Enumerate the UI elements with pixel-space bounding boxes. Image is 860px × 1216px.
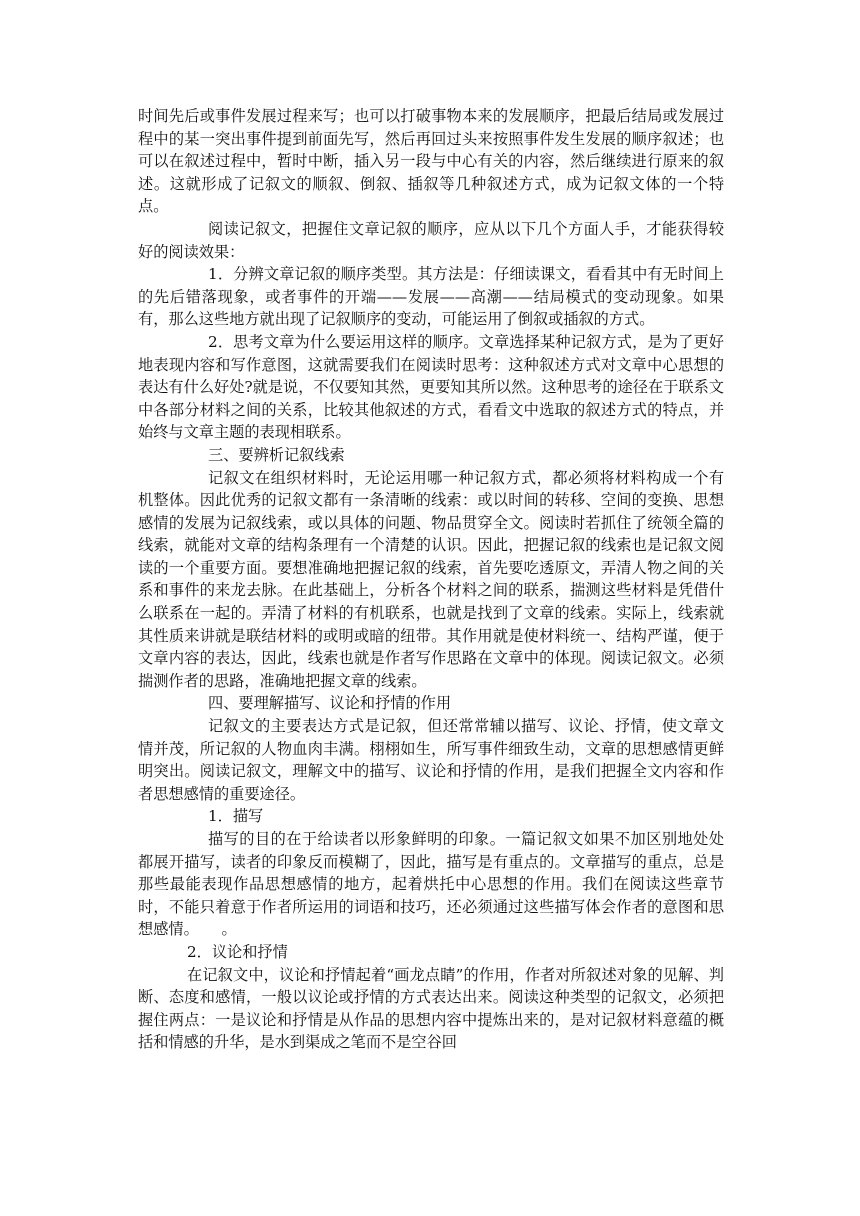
paragraph-discussion-lyric-body: 在记叙文中，议论和抒情起着“画龙点睛”的作用，作者对所叙述对象的见解、判断、态度和感情，一般以议论或抒情的方式表达出来。阅读这种类型的记叙文，必须把握住两点：一是议论和抒情是从作品的思想内容中提炼出来的，是对记叙材料意蕴的概括和情感的升华，是水到渠成之笔而不是空谷回	[138, 965, 724, 1052]
paragraph-description-body: 描写的目的在于给读者以形象鲜明的印象。一篇记叙文如果不加区别地处处都展开描写，读者的印象反而模糊了，因此，描写是有重点的。文章描写的重点，总是那些最能表现作品思想感情的地方，起着烘托中心思想的作用。我们在阅读这些章节时，不能只着意于作者所运用的词语和技巧，还必须通过这些描写体会作者的意图和思想感情。 。	[138, 830, 724, 939]
paragraph-reading-order: 阅读记叙文，把握住文章记叙的顺序，应从以下几个方面人手，才能获得较好的阅读效果：	[138, 219, 724, 261]
paragraph-point-2-why-order: 2．思考文章为什么要运用这样的顺序。文章选择某种记叙方式，是为了更好地表现内容和写作意图，这就需要我们在阅读时思考：这种叙述方式对文章中心思想的表达有什么好处?就是说，不仅要知其然，更要知其所以然。这种思考的途径在于联系文中各部分材料之间的关系，比较其他叙述的方式，看看文中选取的叙述方式的特点，并始终与文章主题的表现相联系。	[138, 332, 724, 442]
subheading-description: 1．描写	[208, 807, 264, 826]
paragraph-expression-methods: 记叙文的主要表达方式是记叙，但还常常辅以描写、议论、抒情，使文章文情并茂，所记叙的人物血肉丰满。栩栩如生，所写事件细致生动，文章的思想感情更鲜明突出。阅读记叙文，理解文中的描写、议论和抒情的作用，是我们把握全文内容和作者思想感情的重要途径。	[138, 717, 724, 803]
section-heading-description-discussion: 四、要理解描写、议论和抒情的作用	[208, 694, 451, 713]
paragraph-clues-body: 记叙文在组织材料时，无论运用哪一种记叙方式，都必须将材料构成一个有机整体。因此优秀的记叙文都有一条清晰的线索：或以时间的转移、空间的变换、思想感情的发展为记叙线索，或以具体的问题、物品贯穿全文。阅读时若抓住了统领全篇的线索，就能对文章的结构条理有一个清楚的认识。因此，把握记叙的线索也是记叙文阅读的一个重要方面。要想准确地把握记叙的线索，首先要吃透原文，弄清人物之间的关系和事件的来龙去脉。在此基础上，分析各个材料之间的联系，揣测这些材料是凭借什么联系在一起的。弄清了材料的有机联系，也就是找到了文章的线索。实际上，线索就其性质来讲就是联结材料的或明或暗的纽带。其作用就是使材料统一、结构严谨，便于文章内容的表达，因此，线索也就是作者写作思路在文章中的体现。阅读记叙文。必须揣测作者的思路，准确地把握文章的线索。	[138, 468, 724, 690]
document-page	[138, 105, 724, 1054]
paragraph-point-1-order-type: 1．分辨文章记叙的顺序类型。其方法是：仔细读课文，看看其中有无时间上的先后错落现象，或者事件的开端——发展——高潮——结局模式的变动现象。如果有，那么这些地方就出现了记叙顺序的变动，可能运用了倒叙或插叙的方式。	[138, 265, 724, 329]
paragraph-narrative-order-intro: 时间先后或事件发展过程来写；也可以打破事物本来的发展顺序，把最后结局或发展过程中的某一突出事件提到前面先写，然后再回过头来按照事件发生发展的顺序叙述；也可以在叙述过程中，暂时中断，插入另一段与中心有关的内容，然后继续进行原来的叙述。这就形成了记叙文的顺叙、倒叙、插叙等几种叙述方式，成为记叙文体的一个特点。	[138, 107, 724, 216]
subheading-discussion-lyric: 2．议论和抒情	[187, 942, 288, 961]
section-heading-clues: 三、要辨析记叙线索	[208, 445, 345, 464]
